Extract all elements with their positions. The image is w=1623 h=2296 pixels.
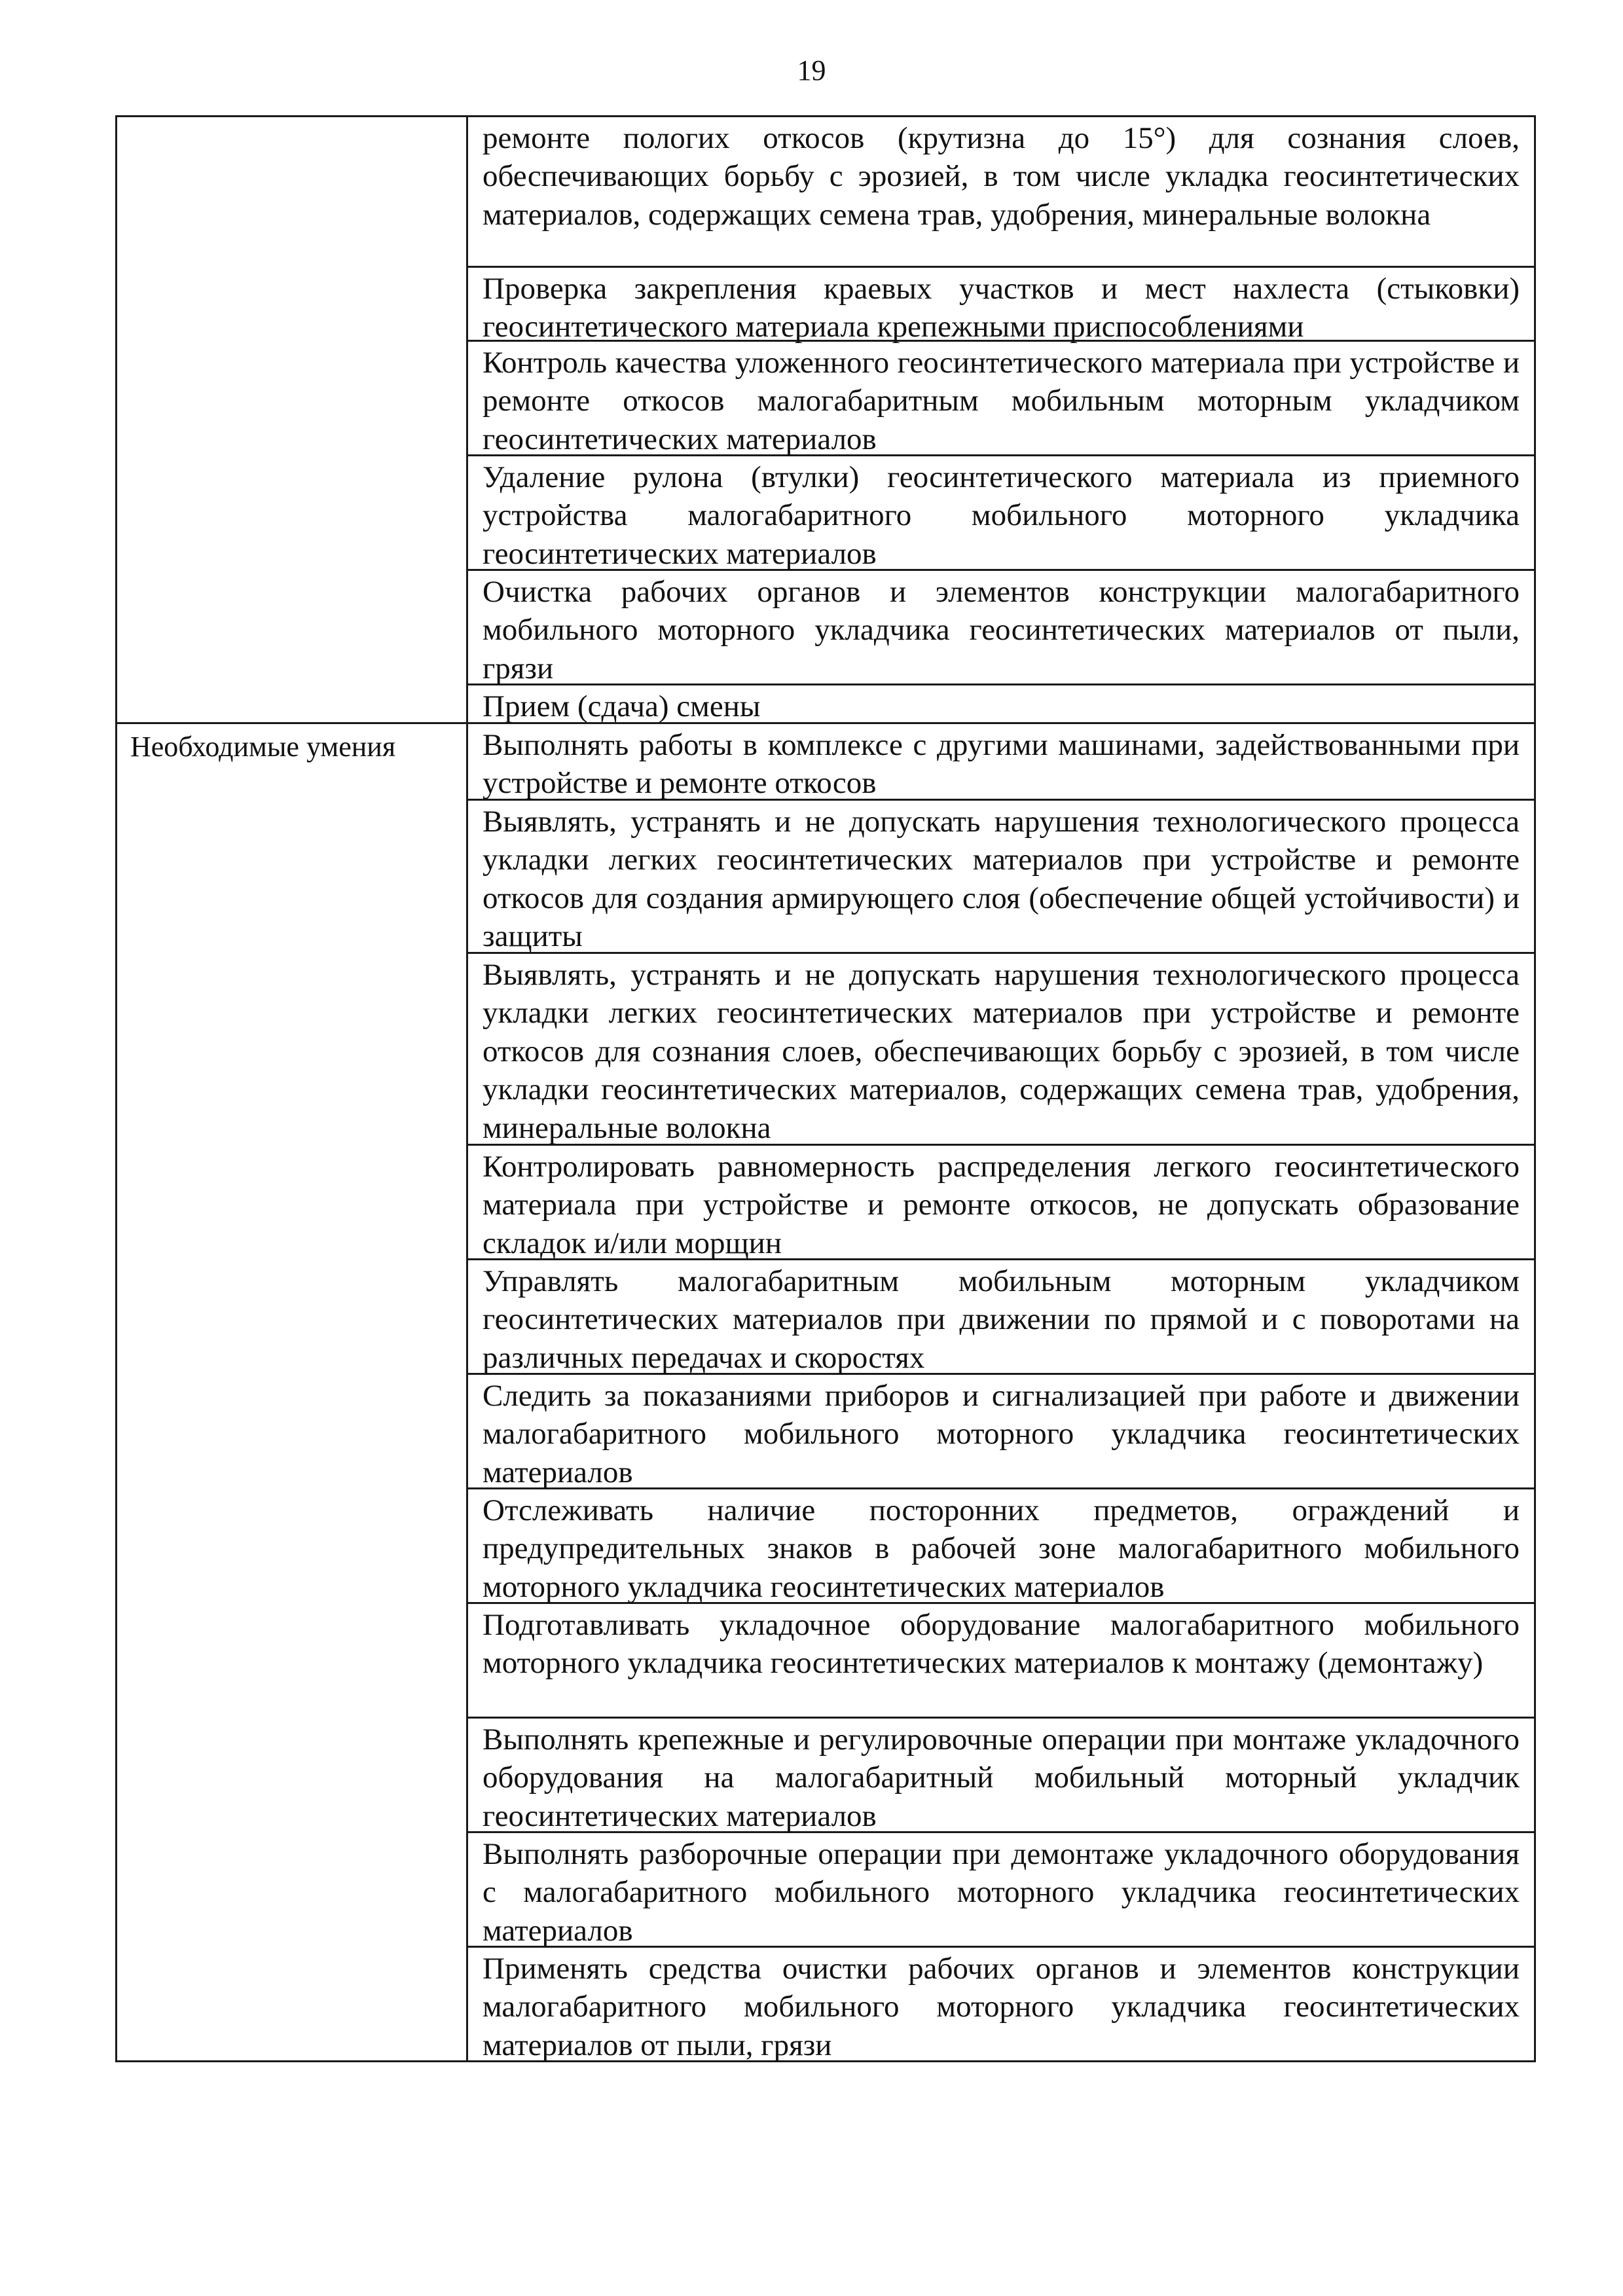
table-cell (467, 1489, 1535, 1603)
cell-text: Удаление рулона (втулки) геосинтетического материала из приемного устройства малогабаритного мобильного моторного укладчика геосинтетических материалов (483, 460, 1520, 571)
cell-text: Выполнять работы в комплексе с другими машинами, задействованными при устройстве и ремонте откосов (483, 728, 1520, 801)
cell-text: Отслеживать наличие посторонних предметов, ограждений и предупредительных знаков в рабочей зоне малогабаритного мобильного моторного укладчика геосинтетических материалов (483, 1493, 1520, 1604)
cell-text: Выполнять крепежные и регулировочные операции при монтаже укладочного оборудования на малогабаритный мобильный моторный укладчик геосинтетических материалов (483, 1722, 1520, 1833)
page-number: 19 (797, 54, 826, 86)
table-cell (467, 1718, 1535, 1832)
table-cell (467, 953, 1535, 1145)
table-row (117, 117, 1535, 267)
table-cell (467, 570, 1535, 685)
cell-text: Следить за показаниями приборов и сигнализацией при работе и движении малогабаритного мобильного моторного укладчика геосинтетических материалов (483, 1379, 1520, 1489)
table-cell (467, 1374, 1535, 1489)
table-cell (467, 685, 1535, 723)
cell-text: ремонте пологих откосов (крутизна до 15°) для сознания слоев, обеспечивающих борьбу с эрозией, в том числе укладка геосинтетических материалов, содержащих семена трав, удобрения, минеральные волокна (483, 121, 1520, 232)
cell-text: Проверка закрепления краевых участков и мест нахлеста (стыковки) геосинтетического материала крепежными приспособлениями (483, 272, 1520, 344)
table-cell (467, 1145, 1535, 1260)
table-cell (467, 117, 1535, 267)
table-cell (467, 456, 1535, 570)
table-row (117, 723, 1535, 800)
table-cell (467, 1947, 1535, 2062)
table-cell (467, 1260, 1535, 1374)
table-cell (467, 1603, 1535, 1718)
cell-text: Выявлять, устранять и не допускать нарушения технологического процесса укладки легких геосинтетических материалов при устройстве и ремонте откосов для сознания слоев, обеспечивающих борьбу с эрозией, в том числе укладки геосинтетических материалов, содержащих семена трав, удобрения, минеральные волокна (483, 958, 1520, 1145)
cell-text: Управлять малогабаритным мобильным моторным укладчиком геосинтетических материалов при движении по прямой и с поворотами на различных передачах и скоростях (483, 1264, 1520, 1375)
cell-text: Прием (сдача) смены (483, 689, 761, 723)
cell-text: Очистка рабочих органов и элементов конструкции малогабаритного мобильного моторного укладчика геосинтетических материалов от пыли, грязи (483, 575, 1520, 685)
cell-text: Выполнять разборочные операции при демонтаже укладочного оборудования с малогабаритного мобильного моторного укладчика геосинтетических материалов (483, 1837, 1520, 1948)
cell-text: Применять средства очистки рабочих органов и элементов конструкции малогабаритного мобильного моторного укладчика геосинтетических материалов от пыли, грязи (483, 1952, 1520, 2062)
table-cell (467, 800, 1535, 953)
skills-label: Необходимые умения (117, 723, 467, 2062)
cell-text: Контролировать равномерность распределения легкого геосинтетического материала при устройстве и ремонте откосов, не допускать образование складок и/или морщин (483, 1150, 1520, 1260)
table-cell (467, 341, 1535, 456)
cell-text: Контроль качества уложенного геосинтетического материала при устройстве и ремонте откосов малогабаритным мобильным моторным укладчиком геосинтетических материалов (483, 346, 1520, 456)
label-cell-empty (117, 117, 467, 723)
table-cell (467, 723, 1535, 800)
cell-text: Выявлять, устранять и не допускать нарушения технологического процесса укладки легких геосинтетических материалов при устройстве и ремонте откосов для создания армирующего слоя (обеспечение общей устойчивости) и защиты (483, 805, 1520, 954)
skills-table (115, 115, 1536, 2062)
table-cell (467, 267, 1535, 344)
cell-text: Подготавливать укладочное оборудование малогабаритного мобильного моторного укладчика геосинтетических материалов к монтажу (демонтажу) (483, 1608, 1520, 1681)
table-cell (467, 1832, 1535, 1947)
